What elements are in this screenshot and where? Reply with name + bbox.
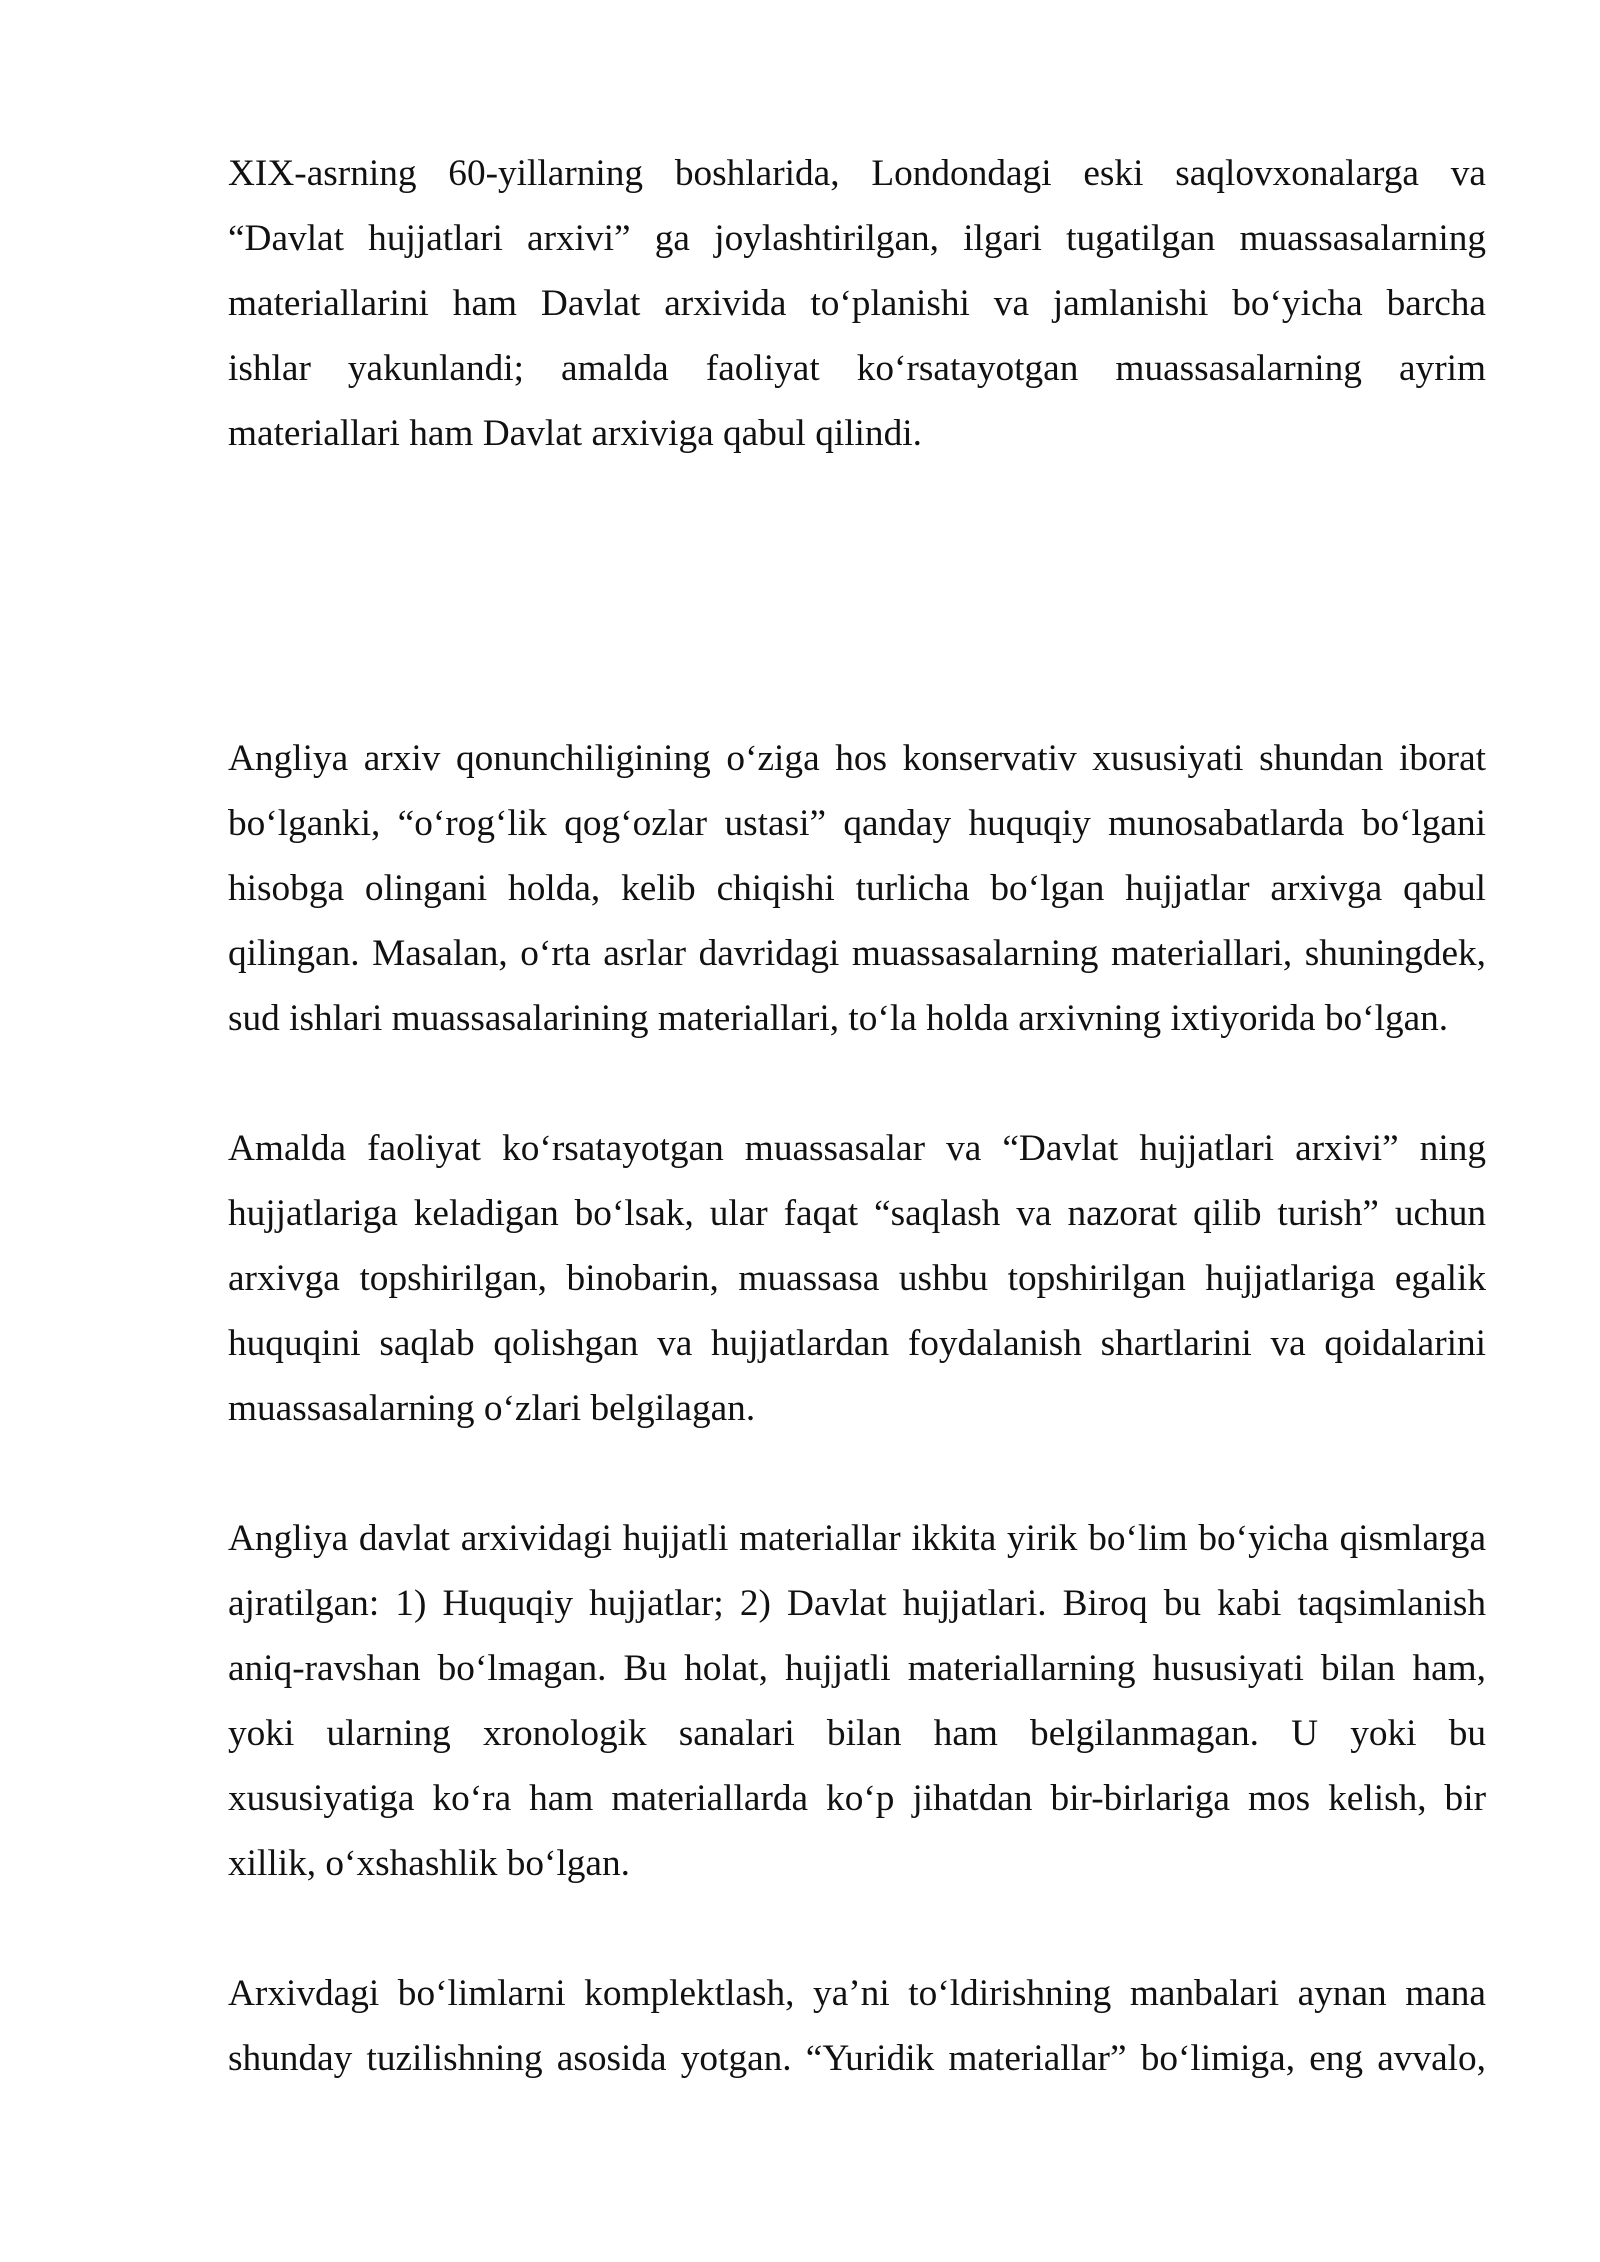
- paragraph-1: [228, 141, 1486, 466]
- text-line: xususiyatiga ko‘ra ham materiallarda ko‘p jihatdan bir-birlariga mos kelish, bir: [228, 1778, 1486, 1819]
- text-line: yoki ularning xronologik sanalari bilan ham belgilanmagan. U yoki bu: [228, 1713, 1486, 1754]
- text-line: qilingan. Masalan, o‘rta asrlar davridagi muassasalarning materiallari, shuningdek,: [228, 933, 1486, 974]
- text-line: hujjatlariga keladigan bo‘lsak, ular faqat “saqlash va nazorat qilib turish” uchun: [228, 1193, 1486, 1234]
- text-line: Arxivdagi bo‘limlarni komplektlash, ya’ni to‘ldirishning manbalari aynan mana: [228, 1973, 1486, 2014]
- text-line: arxivga topshirilgan, binobarin, muassasa ushbu topshirilgan hujjatlariga egalik: [228, 1258, 1486, 1299]
- paragraph-5: [228, 1961, 1486, 2091]
- document-body: [228, 141, 1486, 2091]
- text-line: ishlar yakunlandi; amalda faoliyat ko‘rsatayotgan muassasalarning ayrim: [228, 348, 1486, 389]
- text-line: huquqini saqlab qolishgan va hujjatlardan foydalanish shartlarini va qoidalarini: [228, 1323, 1486, 1364]
- text-line: Angliya arxiv qonunchiligining o‘ziga hos konservativ xususiyati shundan iborat: [228, 738, 1486, 779]
- text-line: sud ishlari muassasalarining materiallari, to‘la holda arxivning ixtiyorida bo‘lgan.: [228, 998, 1449, 1039]
- text-line: materiallari ham Davlat arxiviga qabul qilindi.: [228, 413, 922, 454]
- text-line: ajratilgan: 1) Huquqiy hujjatlar; 2) Davlat hujjatlari. Biroq bu kabi taqsimlanish: [228, 1583, 1486, 1624]
- text-line: Angliya davlat arxividagi hujjatli materiallar ikkita yirik bo‘lim bo‘yicha qismlarga: [228, 1518, 1486, 1559]
- paragraph-2: [228, 726, 1486, 1051]
- text-line: xillik, o‘xshashlik bo‘lgan.: [228, 1843, 630, 1884]
- paragraph-4: [228, 1506, 1486, 1896]
- text-line: hisobga olingani holda, kelib chiqishi turlicha bo‘lgan hujjatlar arxivga qabul: [228, 868, 1486, 909]
- text-line: aniq-ravshan bo‘lmagan. Bu holat, hujjatli materiallarning hususiyati bilan ham,: [228, 1648, 1486, 1689]
- text-line: “Davlat hujjatlari arxivi” ga joylashtirilgan, ilgari tugatilgan muassasalarning: [228, 218, 1486, 259]
- text-line: muassasalarning o‘zlari belgilagan.: [228, 1388, 756, 1429]
- text-line: shunday tuzilishning asosida yotgan. “Yuridik materiallar” bo‘limiga, eng avvalo,: [228, 2038, 1486, 2079]
- paragraph-3: [228, 1116, 1486, 1441]
- text-line: materiallarini ham Davlat arxivida to‘planishi va jamlanishi bo‘yicha barcha: [228, 283, 1486, 324]
- text-line: Amalda faoliyat ko‘rsatayotgan muassasalar va “Davlat hujjatlari arxivi” ning: [228, 1128, 1486, 1169]
- text-line: bo‘lganki, “o‘rog‘lik qog‘ozlar ustasi” qanday huquqiy munosabatlarda bo‘lgani: [228, 803, 1486, 844]
- text-line: XIX-asrning 60-yillarning boshlarida, Londondagi eski saqlovxonalarga va: [228, 153, 1486, 194]
